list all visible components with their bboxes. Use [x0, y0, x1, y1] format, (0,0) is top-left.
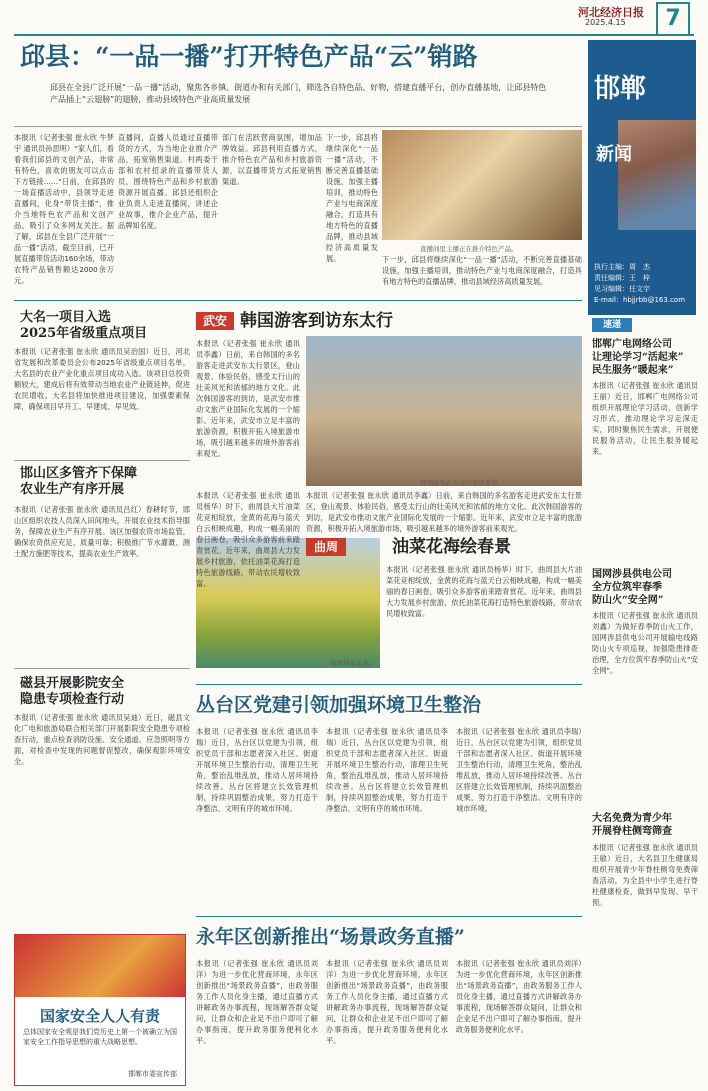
article8-col2: 本报讯（记者张强 崔永欣 通讯员刘洋）为进一步优化营商环境，永年区创新推出“场景政务直播”，由政务服务工作人员化身主播，通过直播方式讲解政务办事流程，现场解答群众疑问，让群众和企业足不出户即可了解办事指南，提升政务服务便利化水平。: [326, 959, 448, 1045]
news2-body: 本报讯（记者张强 崔永欣 通讯员刘鑫）为做好春季防山火工作，国网涉县供电公司开展输电线路防山火专项巡视，加强隐患排查治理，全方位筑牢春季防山火“安全网”。: [592, 611, 698, 675]
quzhou-tag: 曲周: [306, 538, 346, 556]
credit-line: 执行主编：周 杰: [594, 263, 650, 271]
section-divider: [196, 916, 582, 917]
page-number: 7: [656, 2, 690, 36]
article8-col3: 本报讯（记者张强 崔永欣 通讯员刘洋）为进一步优化营商环境，永年区创新推出“场景政务直播”，由政务服务工作人员化身主播，通过直播方式讲解政务办事流程，现场解答群众疑问，让群众和企业足不出户即可了解办事指南，提升政务服务便利化水平。: [456, 959, 582, 1034]
article7-col2: 本报讯（记者张强 崔永欣 通讯员李瑞）近日，丛台区以党建为引领，组织党员干部和志愿者深入社区、街道开展环境卫生整治行动，清理卫生死角，整治乱堆乱放，推动人居环境持续改善。丛台区将建立长效管理机制，持续巩固整治成果，努力打造干净整洁、文明有序的城市环境。: [326, 727, 448, 813]
divider: [14, 460, 190, 461]
article8-title: 永年区创新推出“场景政务直播”: [196, 926, 465, 948]
article1-col4b: 下一步，邱县将继续深化“一品一播”活动，不断完善直播基础设施，加强主播培训，推动特色产业与电商深度融合，打造具有地方特色的直播品牌，推动县域经济高质量发展。: [382, 255, 582, 286]
section-city: 邯郸: [594, 74, 647, 104]
paper-name: 河北经济日报: [578, 6, 644, 19]
news2-title: 国网涉县供电公司 全方位筑牢春季 防山火“安全网”: [592, 569, 672, 606]
section-banner: [588, 40, 696, 315]
ad-signature: 邯郸市委宣传部: [128, 1070, 177, 1078]
article7-col1: 本报讯（记者张强 崔永欣 通讯员李瑞）近日，丛台区以党建为引领，组织党员干部和志愿者深入社区、街道开展环境卫生整治行动，清理卫生死角，整治乱堆乱放，推动人居环境持续改善。丛台区将建立长效管理机制，持续巩固整治成果，努力打造干净整洁、文明有序的城市环境。: [196, 727, 318, 813]
article1-col2: 直播间，直播人员通过直播带货的方式，为当地企业推介产品，拓宽销售渠道。村两委干部和农村招录的直播带货人员，围绕特色产品和乡村旅游资源开展直播。邱县还组织企业负责人走进直播间，讲述企业故事，推介企业产品，提升品牌知名度。: [118, 133, 218, 230]
credit-line: 责任编辑：王 梓: [594, 274, 650, 282]
section-divider: [14, 300, 582, 301]
news3-title: 大名免费为青少年 开展脊柱侧弯筛查: [592, 813, 672, 837]
article6-body-pre: 本报讯（记者张强 崔永欣 通讯员杨华）时下，曲周县大片油菜花竞相绽放，金黄的花海与蓝天白云相映成趣，构成一幅美丽的春日画卷，吸引众多游客前来踏青赏花。近年来，曲周县大力发展乡村旅游，依托油菜花海打造特色旅游线路，带动农民增收致富。: [196, 491, 300, 588]
article2-body: 本报讯（记者张强 崔永欣 通讯员吴治国）近日，河北省发展和改革委员会公布2025年省级重点项目名单，大名县的农业产业化重点项目成功入选。该项目总投资额较大，建成后将有效带动当地农业产业链延伸，促进农民增收。大名县将加快推进项目建设，加强要素保障，确保项目早开工、早建成、早见效。: [14, 347, 190, 411]
article6-title: 油菜花海绘春景: [392, 537, 511, 557]
section-divider: [196, 684, 582, 685]
article4-body: 本报讯（记者张强 崔永欣 通讯员吴迪）近日，磁县文化广电和旅游局联合相关部门开展影院安全隐患专项检查行动，重点检查消防设施、安全通道、应急照明等方面，对检查中发现的问题督促整改，确保观影环境安全。: [14, 713, 190, 766]
article3-body: 本报讯（记者张强 崔永欣 通讯员吕红）春耕时节，邯山区组织农技人员深入田间地头，开展农业技术指导服务，保障农业生产有序开展。该区加强农资市场监管，确保农资供应充足、质量可靠；积极推广节水灌溉、测土配方施肥等技术，提高农业生产效率。: [14, 505, 190, 558]
credit-line: 见习编辑：任文宇: [594, 285, 650, 293]
article1-lead: 邱县在全县广泛开展“一品一播”活动，聚焦各乡镇、街道办和有关部门，筛选各自特色品、好物，搭建直播平台，创办直播基地，让邱县特色产品插上“云翅膀”的翅膀，推动县域特色产业高质量发展: [50, 83, 547, 104]
section-name: 新闻: [596, 144, 632, 165]
article1-col1: 本报讯（记者张强 崔永欣 牛梦宇 通讯员孙思明）“家人们，看看我们邱县的文创产品，非常有特色，喜欢的朋友可以点击下方链接……”日前，在邱县的一场直播活动中，县领导走进直播间，化身“带货主播”，推介当地特色农产品和文创产品，吸引了众多网友关注。据了解，邱县在全县广泛开展“一品一播”活动，截至目前，已开展直播带货活动160余场，带动农特产品销售额达2000余万元。: [14, 133, 114, 285]
paper-date: 2025.4.15: [585, 18, 626, 27]
article6-body: 本报讯（记者张强 崔永欣 通讯员杨华）时下，曲周县大片油菜花竞相绽放，金黄的花海与蓝天白云相映成趣，构成一幅美丽的春日画卷，吸引众多游客前来踏青赏花。近年来，曲周县大力发展乡村旅游，依托油菜花海打造特色旅游线路，带动农民增收致富。: [386, 565, 582, 618]
news3-body: 本报讯（记者张强 崔永欣 通讯员王敏）近日，大名县卫生健康局组织开展青少年脊柱侧弯免费筛查活动，为全县中小学生进行脊柱健康检查，做到早发现、早干预。: [592, 843, 698, 907]
ad-banner-image: [15, 935, 185, 997]
article7-col3: 本报讯（记者张强 崔永欣 通讯员李瑞）近日，丛台区以党建为引领，组织党员干部和志愿者深入社区、街道开展环境卫生整治行动，清理卫生死角，整治乱堆乱放，推动人居环境持续改善。丛台区将建立长效管理机制，持续巩固整治成果，努力打造干净整洁、文明有序的城市环境。: [456, 727, 582, 813]
divider: [14, 668, 190, 669]
article1-photo-caption: 直播间里主播正在推介特色产品。: [420, 245, 518, 253]
editor-credits: [594, 262, 692, 306]
quick-news-tag: 速递: [592, 318, 632, 332]
article3-title: 邯山区多管齐下保障 农业生产有序开展: [20, 466, 138, 497]
ad-body: 总体国家安全观是我们党历史上第一个被确立为国家安全工作指导思想的重大战略思想。: [23, 1028, 177, 1046]
article5-body-cont: 本报讯（记者张强 崔永欣 通讯员李鑫）日前，来自韩国的多名游客走进武安东太行景区，登山观景、体验民俗，感受太行山的壮美风光和浓郁的地方文化。此次韩国游客的到访，是武安市推动文旅产业国际化发展的一个缩影。近年来，武安市立足丰富的旅游资源，积极开拓入境旅游市场，吸引越来越多的境外游客前来观光。: [306, 491, 582, 533]
article5-photo: [306, 336, 582, 486]
header-rule: [14, 34, 694, 36]
public-service-ad: [14, 934, 186, 1086]
article1-title: 邱县：“一品一播”打开特色产品“云”销路: [20, 42, 478, 71]
article4-title: 磁县开展影院安全 隐患专项检查行动: [20, 676, 125, 707]
article2-title: 大名一项目入选 2025年省级重点项目: [20, 310, 148, 341]
ad-title: 国家安全人人有责: [39, 1007, 160, 1025]
news1-body: 本报讯（记者张强 崔永欣 通讯员王丽）近日，邯郸广电网络公司组织开展理论学习活动，创新学习形式，推动理论学习走深走实，同时聚焦民生需求，开展便民服务活动，让民生服务暖起来。: [592, 381, 698, 456]
article1-col3: 部门在活跃营商氛围，增加品牌效益。邱县利用直播方式，推介特色农产品和乡村旅游资源，以直播带货方式拓宽销售渠道。: [222, 133, 322, 186]
article1-photo: [382, 130, 582, 240]
divider: [14, 126, 582, 127]
article8-col1: 本报讯（记者张强 崔永欣 通讯员刘洋）为进一步优化营商环境，永年区创新推出“场景政务直播”，由政务服务工作人员化身主播，通过直播方式讲解政务办事流程，现场解答群众疑问，让群众和企业足不出户即可了解办事指南，提升政务服务便利化水平。: [196, 959, 318, 1045]
article1-col4a: 下一步，邱县将继续深化“一品一播”活动，不断完善直播基础设施，加强主播培训，推动特色产业与电商深度融合，打造具有地方特色的直播品牌，推动县域经济高质量发展。: [326, 133, 378, 263]
article5-title: 韩国游客到访东太行: [240, 311, 393, 331]
article5-body: 本报讯（记者张强 崔永欣 通讯员李鑫）日前，来自韩国的多名游客走进武安东太行景区，登山观景、体验民俗，感受太行山的壮美风光和浓郁的地方文化。此次韩国游客的到访，是武安市推动文旅产业国际化发展的一个缩影。近年来，武安市立足丰富的旅游资源，积极开拓入境旅游市场，吸引越来越多的境外游客前来观光。: [196, 339, 300, 458]
article6-photo-caption: 曲周油菜花海。: [330, 659, 376, 667]
article7-title: 丛台区党建引领加强环境卫生整治: [196, 694, 482, 716]
article5-photo-caption: 韩国游客在东太行景区游览。: [420, 479, 505, 487]
credit-line: E-mail：hbjjrbb@163.com: [594, 296, 686, 304]
page-header: [0, 0, 708, 36]
wuan-tag: 武安: [196, 312, 234, 330]
banner-image: [618, 120, 696, 230]
news1-title: 邯郸广电网络公司 让理论学习“活起来” 民生服务“暖起来”: [592, 339, 684, 376]
